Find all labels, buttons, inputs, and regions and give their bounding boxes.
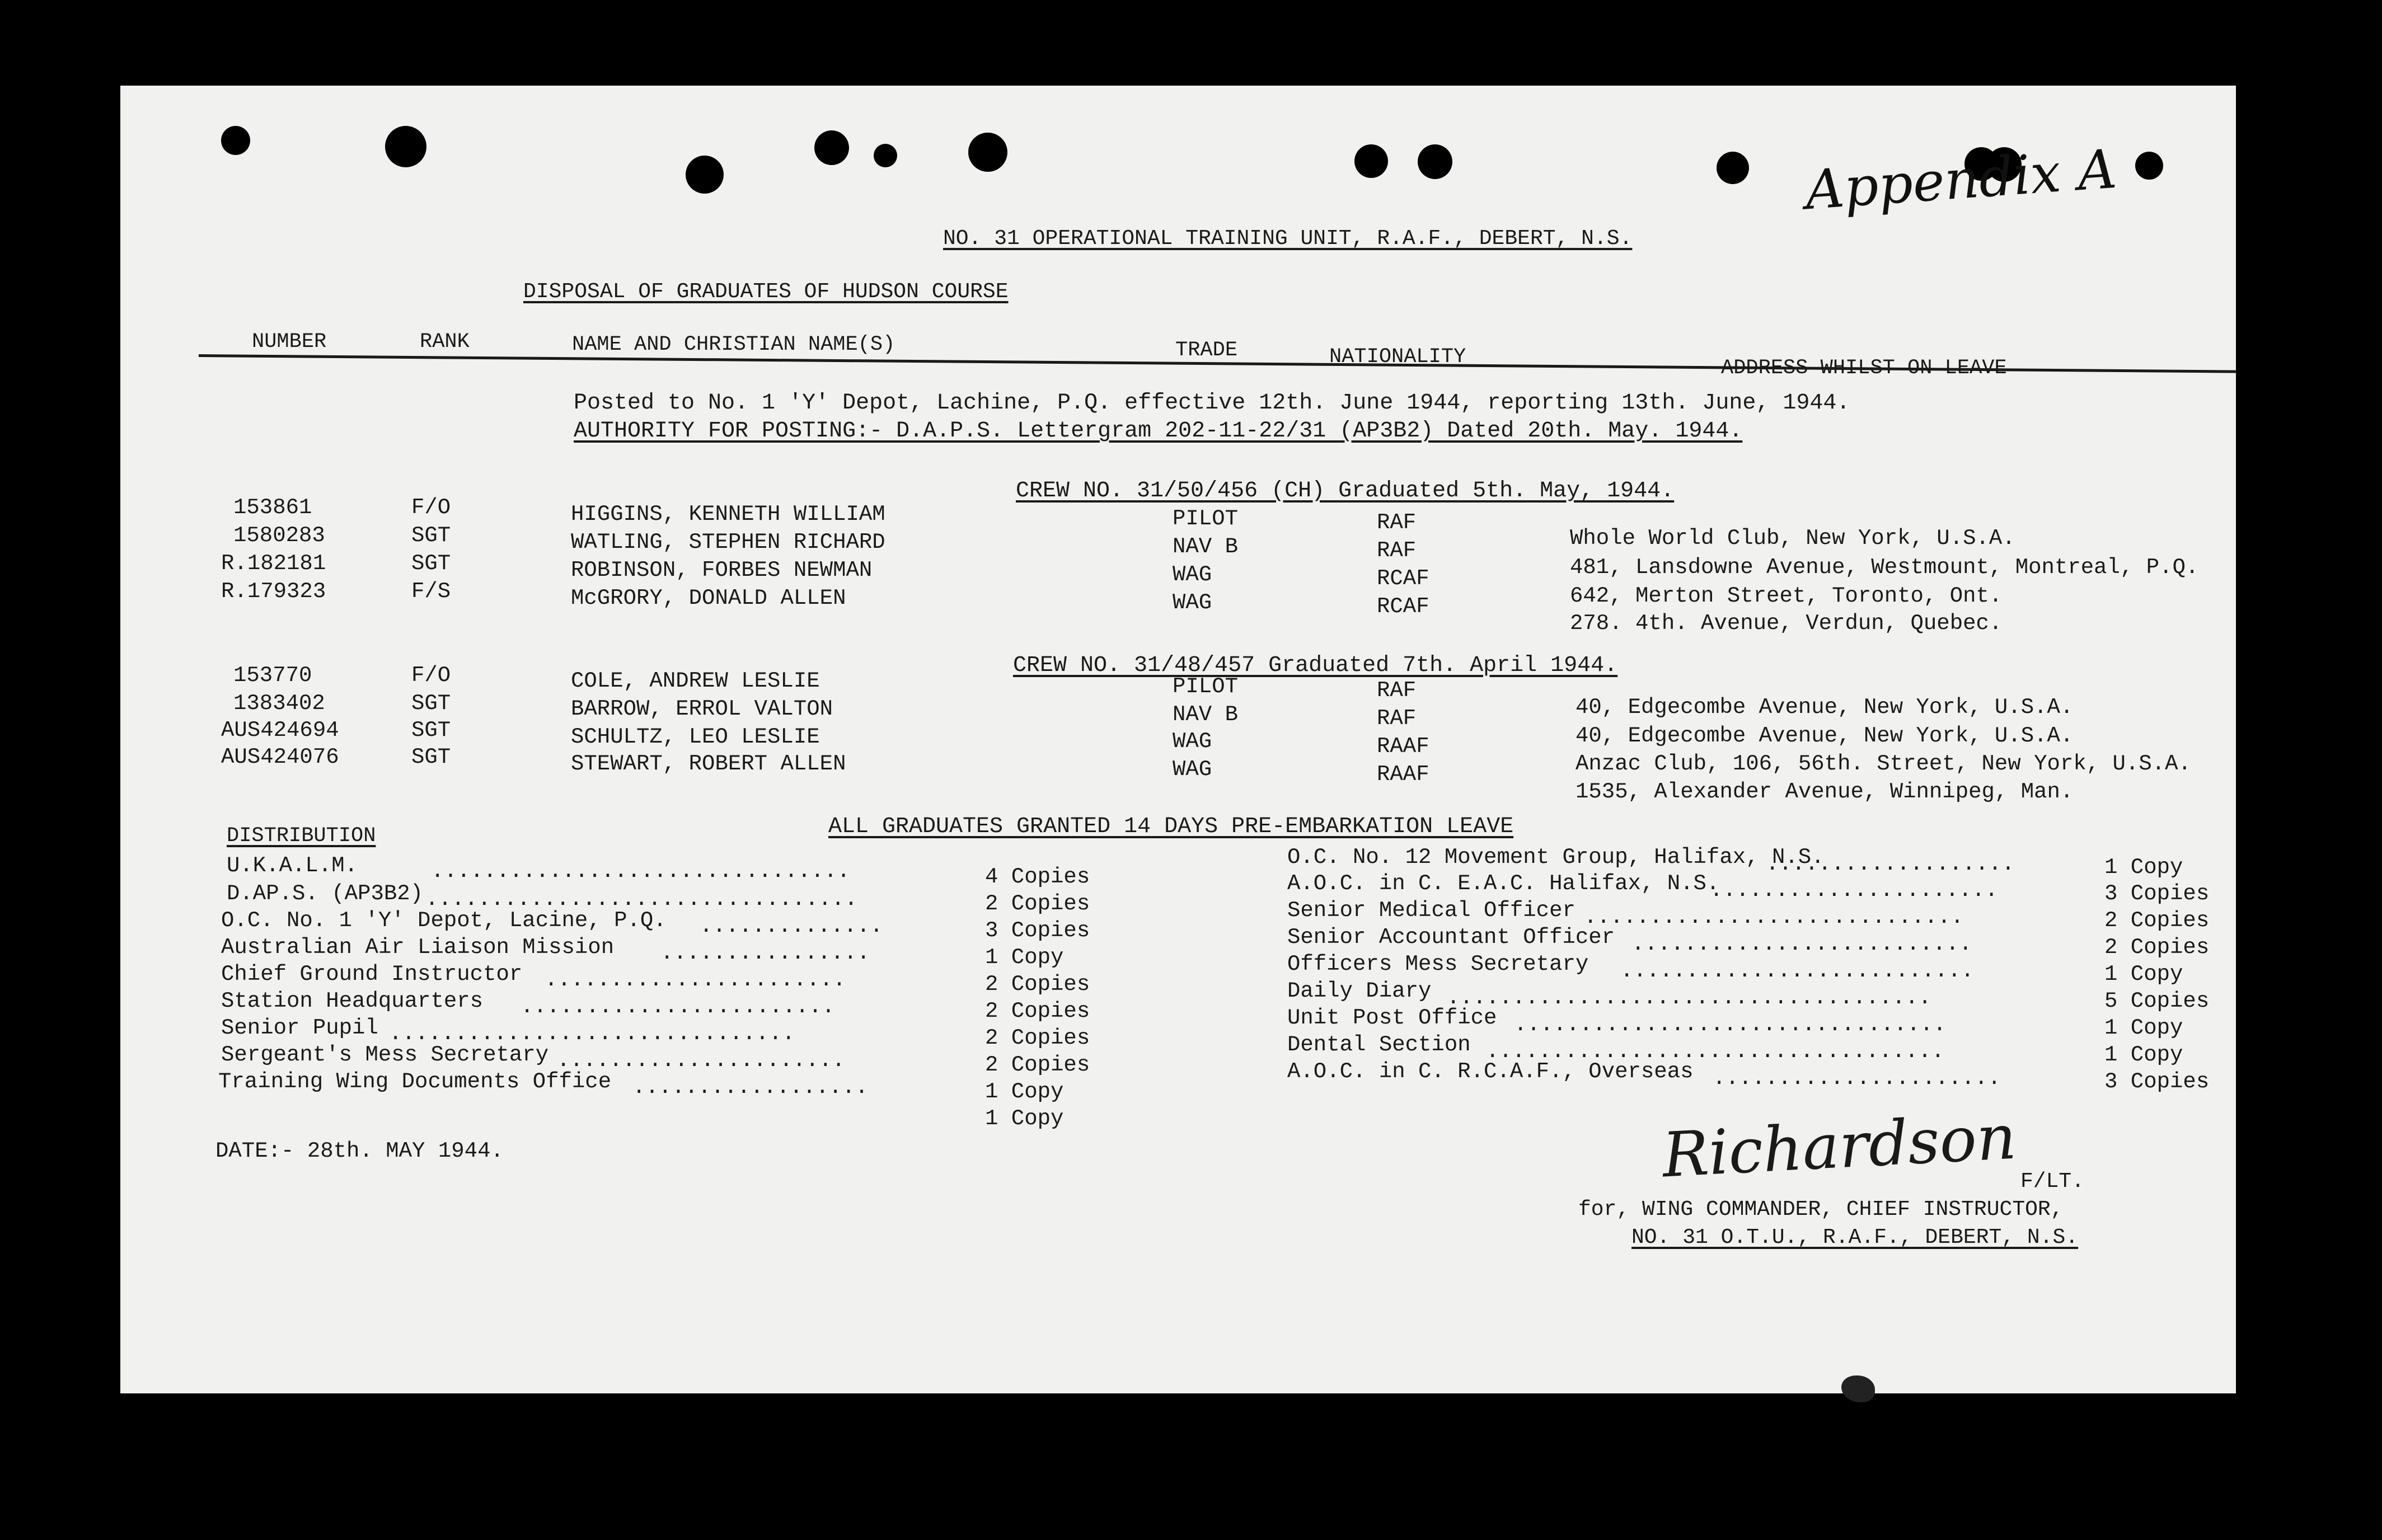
distribution-copies: 1 Copy — [985, 1106, 1064, 1131]
trade: WAG — [1173, 590, 1212, 615]
punch-hole — [874, 144, 897, 167]
trade: NAV B — [1173, 702, 1239, 727]
distribution-entry: U.K.A.L.M. — [227, 853, 358, 878]
distribution-entry: A.O.C. in C. E.A.C. Halifax, N.S. — [1287, 871, 1720, 896]
distribution-leader: ................................. — [425, 887, 858, 912]
punch-hole — [221, 126, 250, 155]
leave-notice: ALL GRADUATES GRANTED 14 DAYS PRE-EMBARKATION LEAVE — [828, 814, 1514, 839]
member-name: WATLING, STEPHEN RICHARD — [571, 530, 885, 555]
distribution-copies: 2 Copies — [985, 891, 1090, 916]
signature-line1: for, WING COMMANDER, CHIEF INSTRUCTOR, — [1578, 1198, 2064, 1222]
crew-title: CREW NO. 31/48/457 Graduated 7th. April 1944. — [1013, 653, 1618, 678]
distribution-entry: Officers Mess Secretary — [1287, 952, 1589, 976]
trade: PILOT — [1173, 506, 1239, 531]
punch-hole — [1717, 152, 1749, 184]
distribution-entry: O.C. No. 1 'Y' Depot, Lacine, P.Q. — [221, 908, 667, 933]
punch-hole — [686, 156, 724, 194]
distribution-copies: 2 Copies — [2104, 908, 2210, 933]
address: 481, Lansdowne Avenue, Westmount, Montreal, P.Q. — [1570, 555, 2199, 580]
distribution-copies: 4 Copies — [985, 865, 1090, 889]
distribution-copies: 2 Copies — [985, 1053, 1090, 1077]
member-name: ROBINSON, FORBES NEWMAN — [571, 558, 873, 583]
distribution-entry: Training Wing Documents Office — [218, 1069, 612, 1094]
col-number: NUMBER — [252, 330, 327, 354]
rank: SGT — [411, 691, 451, 716]
member-name: McGRORY, DONALD ALLEN — [571, 586, 846, 611]
service-number: 1580283 — [233, 523, 325, 548]
trade: PILOT — [1173, 674, 1239, 699]
punch-hole — [385, 126, 426, 167]
distribution-copies: 1 Copy — [985, 1079, 1064, 1104]
distribution-entry: Dental Section — [1287, 1032, 1471, 1057]
address: 1535, Alexander Avenue, Winnipeg, Man. — [1576, 780, 2074, 804]
distribution-leader: ...................... — [1710, 878, 1998, 903]
trade: WAG — [1173, 729, 1212, 754]
document-subtitle: DISPOSAL OF GRADUATES OF HUDSON COURSE — [523, 280, 1009, 304]
nationality: RAF — [1377, 510, 1417, 535]
distribution-leader: ................................... — [1486, 1039, 1945, 1064]
distribution-entry: Station Headquarters — [221, 989, 484, 1013]
signature: Richardson — [1661, 1101, 2018, 1191]
distribution-leader: ........................ — [521, 994, 835, 1019]
rank: SGT — [411, 551, 451, 576]
nationality: RAF — [1377, 706, 1417, 731]
distribution-copies: 5 Copies — [2104, 989, 2210, 1013]
member-name: COLE, ANDREW LESLIE — [571, 669, 820, 693]
distribution-leader: .................. — [632, 1075, 869, 1100]
distribution-entry: Sergeant's Mess Secretary — [221, 1043, 549, 1067]
distribution-copies: 1 Copy — [985, 945, 1064, 970]
distribution-copies: 2 Copies — [985, 999, 1090, 1023]
member-name: SCHULTZ, LEO LESLIE — [571, 725, 820, 749]
distribution-leader: ............................. — [1584, 905, 1964, 929]
distribution-leader: ..................................... — [1447, 985, 1931, 1010]
address: 278. 4th. Avenue, Verdun, Quebec. — [1570, 611, 2003, 636]
punch-hole — [2135, 152, 2163, 180]
distribution-entry: Senior Pupil — [221, 1016, 378, 1040]
distribution-entry: Senior Accountant Officer — [1287, 925, 1615, 950]
signature-line2: NO. 31 O.T.U., R.A.F., DEBERT, N.S. — [1631, 1226, 2079, 1250]
ink-blot — [1841, 1375, 1875, 1402]
nationality: RCAF — [1377, 594, 1429, 619]
distribution-copies: 1 Copy — [2104, 1016, 2183, 1040]
distribution-copies: 2 Copies — [985, 972, 1090, 997]
distribution-leader: ...................... — [557, 1048, 845, 1073]
nationality: RAF — [1377, 678, 1417, 703]
distribution-entry: Senior Medical Officer — [1287, 898, 1576, 923]
distribution-leader: ....................... — [545, 968, 846, 992]
distribution-leader: ...................... — [1713, 1066, 2001, 1091]
col-trade: TRADE — [1175, 339, 1238, 362]
signature-rank: F/LT. — [2020, 1170, 2085, 1194]
distribution-entry: A.O.C. in C. R.C.A.F., Overseas — [1287, 1059, 1694, 1084]
rank: F/S — [411, 579, 451, 604]
service-number: 153770 — [233, 663, 312, 688]
service-number: 153861 — [233, 495, 312, 520]
trade: NAV B — [1173, 534, 1239, 559]
distribution-entry: Daily Diary — [1287, 979, 1432, 1003]
distribution-copies: 2 Copies — [2104, 935, 2210, 960]
unit-heading: NO. 31 OPERATIONAL TRAINING UNIT, R.A.F., DEBERT, N.S. — [943, 227, 1633, 251]
distribution-entry: O.C. No. 12 Movement Group, Halifax, N.S. — [1287, 845, 1825, 870]
service-number: R.182181 — [221, 551, 326, 576]
rank: SGT — [411, 523, 451, 548]
rank: SGT — [411, 745, 451, 769]
address: Whole World Club, New York, U.S.A. — [1570, 526, 2015, 551]
col-rank: RANK — [420, 330, 470, 354]
member-name: HIGGINS, KENNETH WILLIAM — [571, 502, 885, 527]
distribution-leader: ................ — [660, 941, 870, 965]
distribution-entry: Australian Air Liaison Mission — [221, 935, 615, 960]
col-nationality: NATIONALITY — [1329, 345, 1466, 369]
service-number: AUS424694 — [221, 718, 339, 743]
document-page — [120, 86, 2236, 1393]
distribution-leader: .......................... — [1631, 932, 1972, 956]
distribution-entry: D.AP.S. (AP3B2) — [227, 881, 424, 906]
appendix-annotation: Appendix A — [1803, 137, 2119, 222]
distribution-leader: ................................. — [1514, 1012, 1947, 1037]
punch-hole — [968, 133, 1007, 172]
service-number: 1383402 — [233, 691, 325, 716]
authority-line: AUTHORITY FOR POSTING:- D.A.P.S. Lettergram 202-11-22/31 (AP3B2) Dated 20th. May. 1944. — [574, 419, 1743, 444]
distribution-copies: 3 Copies — [2104, 881, 2210, 906]
punch-hole — [814, 130, 849, 165]
distribution-heading: DISTRIBUTION — [227, 824, 376, 848]
address: 642, Merton Street, Toronto, Ont. — [1570, 584, 2003, 608]
nationality: RAAF — [1377, 734, 1429, 759]
member-name: STEWART, ROBERT ALLEN — [571, 752, 846, 776]
service-number: R.179323 — [221, 579, 326, 604]
distribution-copies: 3 Copies — [985, 918, 1090, 943]
rank: F/O — [411, 663, 451, 688]
trade: WAG — [1173, 562, 1212, 587]
address: Anzac Club, 106, 56th. Street, New York, U.S.A. — [1576, 752, 2191, 776]
rank: F/O — [411, 495, 451, 520]
col-name: NAME AND CHRISTIAN NAME(S) — [572, 333, 895, 356]
posting-line: Posted to No. 1 'Y' Depot, Lachine, P.Q. effective 12th. June 1944, reporting 13th. June, 1944. — [574, 391, 1850, 416]
distribution-leader: ............................... — [389, 1021, 795, 1046]
distribution-leader: ................................ — [431, 859, 850, 884]
nationality: RAAF — [1377, 762, 1429, 787]
distribution-copies: 3 Copies — [2104, 1069, 2210, 1094]
rank: SGT — [411, 718, 451, 743]
nationality: RCAF — [1377, 566, 1429, 591]
distribution-leader: ........................... — [1620, 959, 1974, 983]
crew-title: CREW NO. 31/50/456 (CH) Graduated 5th. May, 1944. — [1016, 478, 1675, 504]
distribution-entry: Unit Post Office — [1287, 1006, 1497, 1030]
nationality: RAF — [1377, 538, 1417, 563]
distribution-copies: 1 Copy — [2104, 1043, 2183, 1067]
trade: WAG — [1173, 757, 1212, 782]
document-date: DATE:- 28th. MAY 1944. — [215, 1139, 504, 1163]
punch-hole — [1354, 144, 1388, 178]
distribution-copies: 2 Copies — [985, 1026, 1090, 1050]
distribution-leader: ................... — [1766, 852, 2015, 876]
punch-hole — [1418, 144, 1452, 179]
distribution-copies: 1 Copy — [2104, 855, 2183, 880]
distribution-copies: 1 Copy — [2104, 962, 2183, 987]
service-number: AUS424076 — [221, 745, 339, 769]
member-name: BARROW, ERROL VALTON — [571, 697, 833, 721]
address: 40, Edgecombe Avenue, New York, U.S.A. — [1576, 724, 2074, 748]
distribution-entry: Chief Ground Instructor — [221, 962, 523, 987]
distribution-leader: .............. — [700, 914, 883, 938]
address: 40, Edgecombe Avenue, New York, U.S.A. — [1576, 695, 2074, 720]
